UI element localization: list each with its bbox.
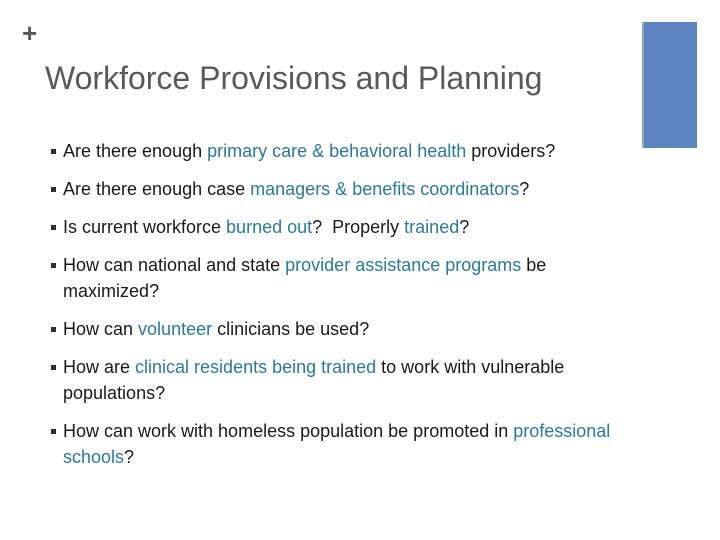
bullet-text: ?: [124, 447, 135, 467]
highlighted-phrase: volunteer: [138, 319, 213, 339]
bullet-professional-schools: [55, 418, 645, 470]
bullet-text: Are there enough: [63, 141, 208, 161]
highlighted-phrase: clinical residents being trained: [135, 357, 377, 377]
bullet-text: to work with vulnerable populations?: [63, 357, 565, 403]
square-bullet-icon: [51, 149, 56, 154]
highlighted-phrase: primary care & behavioral health: [207, 141, 467, 161]
highlighted-phrase: trained: [404, 217, 460, 237]
bullet-text: be maximized?: [63, 255, 547, 301]
bullet-text: How can: [63, 319, 139, 339]
bullet-clinical-residents: [55, 354, 645, 406]
bullet-text: clinicians be used?: [212, 319, 370, 339]
square-bullet-icon: [51, 365, 56, 370]
highlighted-phrase: managers & benefits coordinators: [250, 179, 520, 199]
bullet-text: How can work with homeless population be promoted in: [63, 421, 514, 441]
bullet-case-managers: [55, 176, 645, 202]
highlighted-phrase: provider assistance programs: [285, 255, 522, 275]
bullet-burned-out: [55, 214, 645, 240]
square-bullet-icon: [51, 327, 56, 332]
highlighted-phrase: professional schools: [63, 421, 611, 467]
slide-title: Workforce Provisions and Planning: [45, 60, 543, 96]
corner-accent-block: [642, 22, 697, 148]
square-bullet-icon: [51, 187, 56, 192]
square-bullet-icon: [51, 429, 56, 434]
bullet-text: providers?: [466, 141, 556, 161]
bullet-volunteer: [55, 316, 645, 342]
bullet-text: ? Properly: [312, 217, 405, 237]
bullet-assistance-programs: [55, 252, 645, 304]
plus-icon: +: [22, 18, 38, 48]
square-bullet-icon: [51, 263, 56, 268]
bullet-text: Is current workforce: [63, 217, 227, 237]
bullet-text: ?: [459, 217, 470, 237]
bullet-text: How are: [63, 357, 136, 377]
bullet-list: [55, 138, 645, 470]
bullet-text: Are there enough case: [63, 179, 251, 199]
bullet-text: How can national and state: [63, 255, 286, 275]
bullet-primary-care: [55, 138, 645, 164]
bullet-text: ?: [519, 179, 530, 199]
highlighted-phrase: burned out: [226, 217, 313, 237]
square-bullet-icon: [51, 225, 56, 230]
